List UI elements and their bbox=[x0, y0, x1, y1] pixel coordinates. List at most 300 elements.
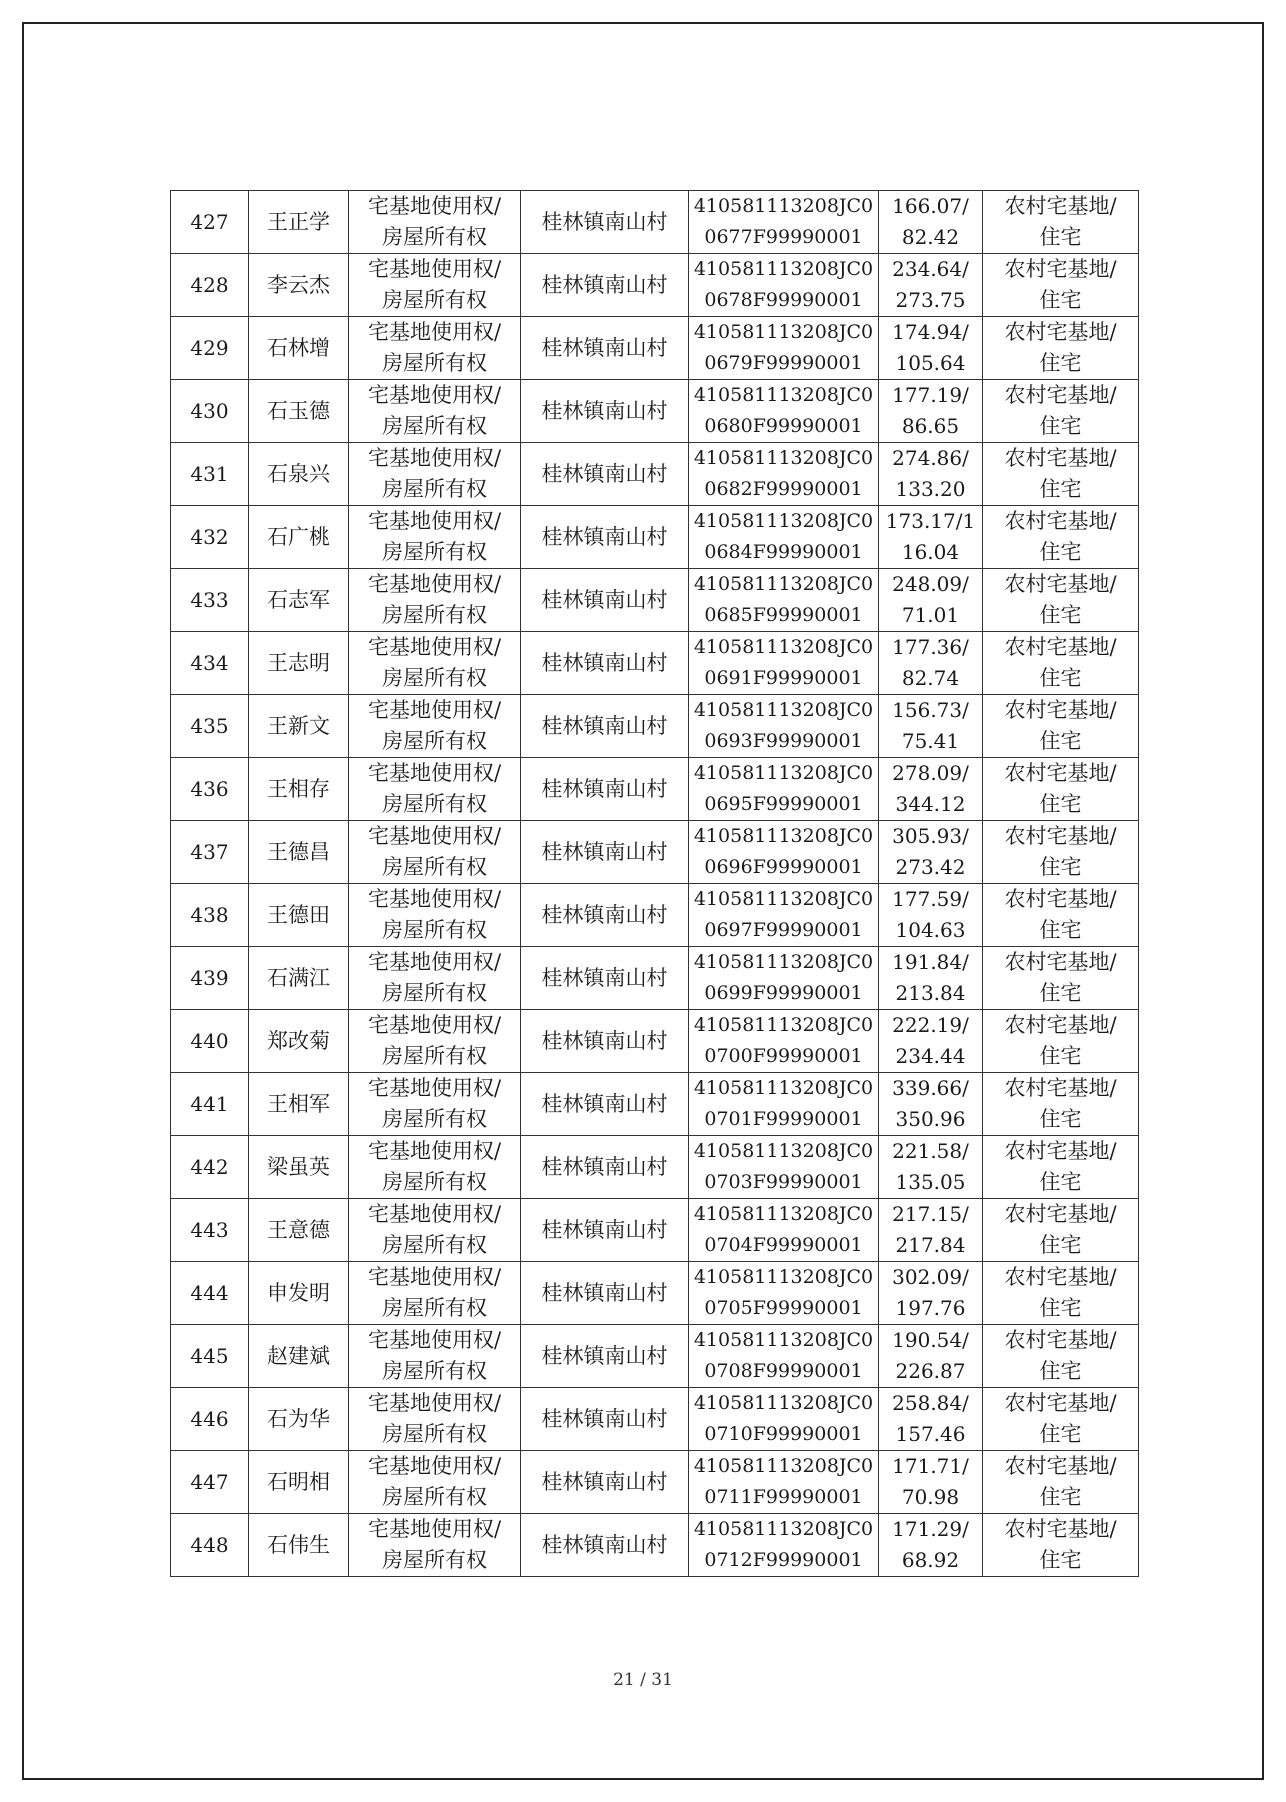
area-cell-line: 166.07/ bbox=[892, 194, 969, 218]
usage-cell-line: 住宅 bbox=[1039, 792, 1082, 816]
usage-cell bbox=[983, 191, 1139, 254]
unit-code-cell-line: 410581113208JC0 bbox=[693, 1077, 874, 1099]
right-type-cell bbox=[349, 191, 521, 254]
unit-code-cell-line: 410581113208JC0 bbox=[693, 384, 874, 406]
unit-code-cell-line: 410581113208JC0 bbox=[693, 1455, 874, 1477]
right-type-cell-line: 宅基地使用权/ bbox=[367, 824, 502, 848]
table-row bbox=[171, 884, 1139, 947]
table-row bbox=[171, 1136, 1139, 1199]
unit-code-cell bbox=[689, 506, 879, 569]
area-cell-line: 174.94/ bbox=[892, 320, 969, 344]
location-cell: 桂林镇南山村 bbox=[521, 1199, 689, 1262]
area-cell-line: 274.86/ bbox=[892, 446, 969, 470]
usage-cell bbox=[983, 1073, 1139, 1136]
right-type-cell-line: 房屋所有权 bbox=[382, 729, 487, 753]
records-body bbox=[171, 191, 1139, 1577]
area-cell-line: 177.59/ bbox=[892, 887, 969, 911]
table-row bbox=[171, 758, 1139, 821]
owner-name-cell: 石广桃 bbox=[249, 506, 349, 569]
owner-name-cell: 王德昌 bbox=[249, 821, 349, 884]
right-type-cell bbox=[349, 443, 521, 506]
area-cell-line: 70.98 bbox=[901, 1485, 960, 1509]
table-row bbox=[171, 1388, 1139, 1451]
area-cell-line: 339.66/ bbox=[892, 1076, 969, 1100]
right-type-cell-line: 宅基地使用权/ bbox=[367, 950, 502, 974]
right-type-cell-line: 宅基地使用权/ bbox=[367, 383, 502, 407]
right-type-cell-line: 房屋所有权 bbox=[382, 1107, 487, 1131]
area-cell bbox=[879, 1136, 983, 1199]
usage-cell-line: 住宅 bbox=[1039, 666, 1082, 690]
location-cell: 桂林镇南山村 bbox=[521, 506, 689, 569]
right-type-cell bbox=[349, 254, 521, 317]
usage-cell bbox=[983, 947, 1139, 1010]
right-type-cell bbox=[349, 1451, 521, 1514]
right-type-cell-line: 房屋所有权 bbox=[382, 225, 487, 249]
area-cell-line: 278.09/ bbox=[892, 761, 969, 785]
unit-code-cell-line: 410581113208JC0 bbox=[693, 258, 874, 280]
right-type-cell-line: 房屋所有权 bbox=[382, 1548, 487, 1572]
right-type-cell-line: 房屋所有权 bbox=[382, 1359, 487, 1383]
unit-code-cell-line: 410581113208JC0 bbox=[693, 888, 874, 910]
right-type-cell-line: 房屋所有权 bbox=[382, 1233, 487, 1257]
row-number-cell: 448 bbox=[171, 1514, 249, 1577]
usage-cell bbox=[983, 569, 1139, 632]
usage-cell bbox=[983, 632, 1139, 695]
right-type-cell-line: 房屋所有权 bbox=[382, 351, 487, 375]
unit-code-cell bbox=[689, 1199, 879, 1262]
area-cell-line: 133.20 bbox=[895, 477, 966, 501]
unit-code-cell bbox=[689, 569, 879, 632]
unit-code-cell bbox=[689, 1073, 879, 1136]
usage-cell-line: 农村宅基地/ bbox=[1004, 1454, 1117, 1478]
unit-code-cell bbox=[689, 695, 879, 758]
right-type-cell-line: 宅基地使用权/ bbox=[367, 698, 502, 722]
table-row bbox=[171, 1262, 1139, 1325]
unit-code-cell-line: 410581113208JC0 bbox=[693, 510, 874, 532]
unit-code-cell-line: 410581113208JC0 bbox=[693, 1266, 874, 1288]
row-number-cell: 431 bbox=[171, 443, 249, 506]
unit-code-cell-line: 0703F99990001 bbox=[704, 1171, 863, 1193]
row-number-cell: 445 bbox=[171, 1325, 249, 1388]
table-row bbox=[171, 191, 1139, 254]
usage-cell bbox=[983, 1388, 1139, 1451]
location-cell: 桂林镇南山村 bbox=[521, 254, 689, 317]
owner-name-cell: 石玉德 bbox=[249, 380, 349, 443]
usage-cell-line: 农村宅基地/ bbox=[1004, 446, 1117, 470]
area-cell-line: 213.84 bbox=[895, 981, 966, 1005]
area-cell-line: 86.65 bbox=[901, 414, 960, 438]
unit-code-cell bbox=[689, 1451, 879, 1514]
location-cell: 桂林镇南山村 bbox=[521, 758, 689, 821]
row-number-cell: 444 bbox=[171, 1262, 249, 1325]
right-type-cell-line: 宅基地使用权/ bbox=[367, 635, 502, 659]
right-type-cell bbox=[349, 1262, 521, 1325]
usage-cell-line: 住宅 bbox=[1039, 1107, 1082, 1131]
location-cell: 桂林镇南山村 bbox=[521, 821, 689, 884]
right-type-cell bbox=[349, 1073, 521, 1136]
row-number-cell: 430 bbox=[171, 380, 249, 443]
usage-cell bbox=[983, 1451, 1139, 1514]
row-number-cell: 438 bbox=[171, 884, 249, 947]
right-type-cell-line: 房屋所有权 bbox=[382, 414, 487, 438]
area-cell-line: 190.54/ bbox=[892, 1328, 969, 1352]
row-number-cell: 439 bbox=[171, 947, 249, 1010]
unit-code-cell-line: 0696F99990001 bbox=[704, 856, 863, 878]
row-number-cell: 429 bbox=[171, 317, 249, 380]
table-row bbox=[171, 254, 1139, 317]
unit-code-cell-line: 0708F99990001 bbox=[704, 1360, 863, 1382]
usage-cell-line: 住宅 bbox=[1039, 729, 1082, 753]
right-type-cell-line: 宅基地使用权/ bbox=[367, 446, 502, 470]
right-type-cell bbox=[349, 1136, 521, 1199]
usage-cell-line: 农村宅基地/ bbox=[1004, 383, 1117, 407]
right-type-cell-line: 房屋所有权 bbox=[382, 792, 487, 816]
usage-cell-line: 住宅 bbox=[1039, 981, 1082, 1005]
right-type-cell-line: 宅基地使用权/ bbox=[367, 761, 502, 785]
area-cell bbox=[879, 1388, 983, 1451]
location-cell: 桂林镇南山村 bbox=[521, 1325, 689, 1388]
area-cell bbox=[879, 947, 983, 1010]
right-type-cell-line: 宅基地使用权/ bbox=[367, 1517, 502, 1541]
area-cell bbox=[879, 317, 983, 380]
unit-code-cell-line: 0711F99990001 bbox=[704, 1486, 863, 1508]
area-cell-line: 16.04 bbox=[901, 540, 960, 564]
row-number-cell: 432 bbox=[171, 506, 249, 569]
usage-cell bbox=[983, 1514, 1139, 1577]
area-cell bbox=[879, 1514, 983, 1577]
right-type-cell bbox=[349, 695, 521, 758]
right-type-cell bbox=[349, 1325, 521, 1388]
unit-code-cell-line: 0705F99990001 bbox=[704, 1297, 863, 1319]
area-cell-line: 104.63 bbox=[895, 918, 966, 942]
location-cell: 桂林镇南山村 bbox=[521, 947, 689, 1010]
right-type-cell-line: 房屋所有权 bbox=[382, 918, 487, 942]
usage-cell-line: 农村宅基地/ bbox=[1004, 950, 1117, 974]
unit-code-cell-line: 410581113208JC0 bbox=[693, 321, 874, 343]
right-type-cell-line: 房屋所有权 bbox=[382, 981, 487, 1005]
area-cell-line: 350.96 bbox=[895, 1107, 966, 1131]
usage-cell bbox=[983, 1136, 1139, 1199]
area-cell-line: 135.05 bbox=[895, 1170, 966, 1194]
unit-code-cell-line: 0704F99990001 bbox=[704, 1234, 863, 1256]
owner-name-cell: 王志明 bbox=[249, 632, 349, 695]
area-cell bbox=[879, 758, 983, 821]
usage-cell bbox=[983, 380, 1139, 443]
area-cell bbox=[879, 1325, 983, 1388]
area-cell bbox=[879, 1262, 983, 1325]
area-cell-line: 248.09/ bbox=[892, 572, 969, 596]
usage-cell-line: 农村宅基地/ bbox=[1004, 1265, 1117, 1289]
unit-code-cell-line: 0695F99990001 bbox=[704, 793, 863, 815]
area-cell bbox=[879, 569, 983, 632]
right-type-cell-line: 宅基地使用权/ bbox=[367, 1391, 502, 1415]
usage-cell-line: 农村宅基地/ bbox=[1004, 1391, 1117, 1415]
usage-cell-line: 农村宅基地/ bbox=[1004, 1202, 1117, 1226]
row-number-cell: 441 bbox=[171, 1073, 249, 1136]
area-cell bbox=[879, 1199, 983, 1262]
usage-cell-line: 住宅 bbox=[1039, 351, 1082, 375]
usage-cell-line: 住宅 bbox=[1039, 414, 1082, 438]
location-cell: 桂林镇南山村 bbox=[521, 443, 689, 506]
right-type-cell-line: 房屋所有权 bbox=[382, 1044, 487, 1068]
unit-code-cell-line: 0685F99990001 bbox=[704, 604, 863, 626]
owner-name-cell: 梁虽英 bbox=[249, 1136, 349, 1199]
right-type-cell bbox=[349, 758, 521, 821]
area-cell bbox=[879, 1451, 983, 1514]
location-cell: 桂林镇南山村 bbox=[521, 1388, 689, 1451]
usage-cell-line: 农村宅基地/ bbox=[1004, 887, 1117, 911]
usage-cell-line: 农村宅基地/ bbox=[1004, 635, 1117, 659]
usage-cell-line: 农村宅基地/ bbox=[1004, 1076, 1117, 1100]
unit-code-cell-line: 0700F99990001 bbox=[704, 1045, 863, 1067]
unit-code-cell bbox=[689, 632, 879, 695]
right-type-cell-line: 宅基地使用权/ bbox=[367, 1265, 502, 1289]
owner-name-cell: 石明相 bbox=[249, 1451, 349, 1514]
unit-code-cell-line: 0678F99990001 bbox=[704, 289, 863, 311]
right-type-cell-line: 宅基地使用权/ bbox=[367, 1202, 502, 1226]
row-number-cell: 446 bbox=[171, 1388, 249, 1451]
area-cell-line: 222.19/ bbox=[892, 1013, 969, 1037]
unit-code-cell-line: 410581113208JC0 bbox=[693, 195, 874, 217]
usage-cell bbox=[983, 506, 1139, 569]
area-cell bbox=[879, 380, 983, 443]
owner-name-cell: 申发明 bbox=[249, 1262, 349, 1325]
area-cell-line: 344.12 bbox=[895, 792, 966, 816]
area-cell bbox=[879, 884, 983, 947]
owner-name-cell: 王新文 bbox=[249, 695, 349, 758]
location-cell: 桂林镇南山村 bbox=[521, 1136, 689, 1199]
area-cell-line: 171.71/ bbox=[892, 1454, 969, 1478]
right-type-cell bbox=[349, 821, 521, 884]
area-cell bbox=[879, 695, 983, 758]
usage-cell bbox=[983, 821, 1139, 884]
table-row bbox=[171, 443, 1139, 506]
location-cell: 桂林镇南山村 bbox=[521, 1010, 689, 1073]
table-row bbox=[171, 632, 1139, 695]
table-row bbox=[171, 1073, 1139, 1136]
usage-cell-line: 住宅 bbox=[1039, 1359, 1082, 1383]
usage-cell-line: 农村宅基地/ bbox=[1004, 1328, 1117, 1352]
area-cell-line: 217.84 bbox=[895, 1233, 966, 1257]
unit-code-cell bbox=[689, 1325, 879, 1388]
unit-code-cell bbox=[689, 758, 879, 821]
area-cell-line: 177.19/ bbox=[892, 383, 969, 407]
owner-name-cell: 王正学 bbox=[249, 191, 349, 254]
usage-cell-line: 住宅 bbox=[1039, 918, 1082, 942]
right-type-cell-line: 房屋所有权 bbox=[382, 666, 487, 690]
location-cell: 桂林镇南山村 bbox=[521, 191, 689, 254]
usage-cell bbox=[983, 884, 1139, 947]
owner-name-cell: 石满江 bbox=[249, 947, 349, 1010]
table-row bbox=[171, 1199, 1139, 1262]
usage-cell bbox=[983, 695, 1139, 758]
right-type-cell bbox=[349, 632, 521, 695]
right-type-cell bbox=[349, 1514, 521, 1577]
owner-name-cell: 石林增 bbox=[249, 317, 349, 380]
unit-code-cell-line: 410581113208JC0 bbox=[693, 951, 874, 973]
unit-code-cell-line: 410581113208JC0 bbox=[693, 1140, 874, 1162]
right-type-cell-line: 宅基地使用权/ bbox=[367, 1328, 502, 1352]
usage-cell-line: 住宅 bbox=[1039, 1296, 1082, 1320]
area-cell-line: 68.92 bbox=[901, 1548, 960, 1572]
row-number-cell: 436 bbox=[171, 758, 249, 821]
usage-cell-line: 农村宅基地/ bbox=[1004, 824, 1117, 848]
usage-cell-line: 住宅 bbox=[1039, 855, 1082, 879]
right-type-cell-line: 房屋所有权 bbox=[382, 477, 487, 501]
area-cell-line: 221.58/ bbox=[892, 1139, 969, 1163]
right-type-cell-line: 宅基地使用权/ bbox=[367, 320, 502, 344]
right-type-cell-line: 房屋所有权 bbox=[382, 855, 487, 879]
right-type-cell bbox=[349, 1199, 521, 1262]
usage-cell-line: 农村宅基地/ bbox=[1004, 257, 1117, 281]
owner-name-cell: 郑改菊 bbox=[249, 1010, 349, 1073]
location-cell: 桂林镇南山村 bbox=[521, 1262, 689, 1325]
row-number-cell: 428 bbox=[171, 254, 249, 317]
location-cell: 桂林镇南山村 bbox=[521, 1451, 689, 1514]
right-type-cell-line: 宅基地使用权/ bbox=[367, 1013, 502, 1037]
right-type-cell-line: 房屋所有权 bbox=[382, 1485, 487, 1509]
unit-code-cell-line: 0691F99990001 bbox=[704, 667, 863, 689]
row-number-cell: 447 bbox=[171, 1451, 249, 1514]
usage-cell bbox=[983, 1010, 1139, 1073]
unit-code-cell-line: 410581113208JC0 bbox=[693, 1014, 874, 1036]
area-cell-line: 75.41 bbox=[901, 729, 960, 753]
unit-code-cell bbox=[689, 1388, 879, 1451]
unit-code-cell-line: 410581113208JC0 bbox=[693, 1518, 874, 1540]
usage-cell-line: 住宅 bbox=[1039, 225, 1082, 249]
area-cell-line: 171.29/ bbox=[892, 1517, 969, 1541]
area-cell-line: 305.93/ bbox=[892, 824, 969, 848]
usage-cell-line: 农村宅基地/ bbox=[1004, 1139, 1117, 1163]
location-cell: 桂林镇南山村 bbox=[521, 569, 689, 632]
usage-cell-line: 住宅 bbox=[1039, 1044, 1082, 1068]
unit-code-cell-line: 410581113208JC0 bbox=[693, 636, 874, 658]
usage-cell-line: 住宅 bbox=[1039, 1170, 1082, 1194]
right-type-cell-line: 宅基地使用权/ bbox=[367, 1139, 502, 1163]
area-cell-line: 226.87 bbox=[895, 1359, 966, 1383]
right-type-cell-line: 宅基地使用权/ bbox=[367, 1076, 502, 1100]
unit-code-cell-line: 0684F99990001 bbox=[704, 541, 863, 563]
area-cell-line: 273.75 bbox=[895, 288, 966, 312]
row-number-cell: 437 bbox=[171, 821, 249, 884]
row-number-cell: 433 bbox=[171, 569, 249, 632]
unit-code-cell bbox=[689, 317, 879, 380]
right-type-cell-line: 宅基地使用权/ bbox=[367, 1454, 502, 1478]
right-type-cell-line: 房屋所有权 bbox=[382, 540, 487, 564]
area-cell bbox=[879, 1073, 983, 1136]
records-table bbox=[170, 190, 1139, 1577]
area-cell-line: 177.36/ bbox=[892, 635, 969, 659]
right-type-cell-line: 宅基地使用权/ bbox=[367, 194, 502, 218]
owner-name-cell: 石为华 bbox=[249, 1388, 349, 1451]
table-row bbox=[171, 695, 1139, 758]
right-type-cell-line: 宅基地使用权/ bbox=[367, 257, 502, 281]
right-type-cell bbox=[349, 380, 521, 443]
right-type-cell-line: 宅基地使用权/ bbox=[367, 887, 502, 911]
area-cell-line: 173.17/1 bbox=[885, 509, 976, 533]
owner-name-cell: 赵建斌 bbox=[249, 1325, 349, 1388]
unit-code-cell-line: 410581113208JC0 bbox=[693, 1392, 874, 1414]
table-row bbox=[171, 380, 1139, 443]
unit-code-cell-line: 0712F99990001 bbox=[704, 1549, 863, 1571]
unit-code-cell bbox=[689, 380, 879, 443]
unit-code-cell-line: 410581113208JC0 bbox=[693, 1203, 874, 1225]
row-number-cell: 434 bbox=[171, 632, 249, 695]
owner-name-cell: 石伟生 bbox=[249, 1514, 349, 1577]
unit-code-cell-line: 410581113208JC0 bbox=[693, 699, 874, 721]
area-cell-line: 273.42 bbox=[895, 855, 966, 879]
right-type-cell bbox=[349, 506, 521, 569]
unit-code-cell bbox=[689, 1514, 879, 1577]
area-cell-line: 71.01 bbox=[901, 603, 960, 627]
right-type-cell bbox=[349, 317, 521, 380]
right-type-cell-line: 房屋所有权 bbox=[382, 288, 487, 312]
location-cell: 桂林镇南山村 bbox=[521, 632, 689, 695]
area-cell bbox=[879, 632, 983, 695]
owner-name-cell: 石志军 bbox=[249, 569, 349, 632]
unit-code-cell bbox=[689, 254, 879, 317]
unit-code-cell-line: 0677F99990001 bbox=[704, 226, 863, 248]
usage-cell-line: 农村宅基地/ bbox=[1004, 572, 1117, 596]
usage-cell-line: 农村宅基地/ bbox=[1004, 194, 1117, 218]
usage-cell bbox=[983, 317, 1139, 380]
owner-name-cell: 石泉兴 bbox=[249, 443, 349, 506]
usage-cell bbox=[983, 254, 1139, 317]
area-cell bbox=[879, 821, 983, 884]
usage-cell-line: 农村宅基地/ bbox=[1004, 1517, 1117, 1541]
usage-cell bbox=[983, 443, 1139, 506]
area-cell-line: 156.73/ bbox=[892, 698, 969, 722]
unit-code-cell-line: 0701F99990001 bbox=[704, 1108, 863, 1130]
location-cell: 桂林镇南山村 bbox=[521, 317, 689, 380]
area-cell-line: 197.76 bbox=[895, 1296, 966, 1320]
table-row bbox=[171, 1451, 1139, 1514]
table-row bbox=[171, 821, 1139, 884]
row-number-cell: 427 bbox=[171, 191, 249, 254]
table-row bbox=[171, 506, 1139, 569]
usage-cell-line: 住宅 bbox=[1039, 1548, 1082, 1572]
right-type-cell bbox=[349, 569, 521, 632]
owner-name-cell: 李云杰 bbox=[249, 254, 349, 317]
area-cell-line: 234.64/ bbox=[892, 257, 969, 281]
location-cell: 桂林镇南山村 bbox=[521, 1514, 689, 1577]
right-type-cell bbox=[349, 884, 521, 947]
area-cell-line: 258.84/ bbox=[892, 1391, 969, 1415]
area-cell-line: 82.74 bbox=[901, 666, 960, 690]
area-cell-line: 302.09/ bbox=[892, 1265, 969, 1289]
right-type-cell-line: 宅基地使用权/ bbox=[367, 509, 502, 533]
unit-code-cell-line: 0680F99990001 bbox=[704, 415, 863, 437]
area-cell-line: 105.64 bbox=[895, 351, 966, 375]
right-type-cell-line: 房屋所有权 bbox=[382, 603, 487, 627]
usage-cell-line: 住宅 bbox=[1039, 1233, 1082, 1257]
owner-name-cell: 王德田 bbox=[249, 884, 349, 947]
unit-code-cell-line: 410581113208JC0 bbox=[693, 573, 874, 595]
unit-code-cell-line: 410581113208JC0 bbox=[693, 447, 874, 469]
usage-cell-line: 住宅 bbox=[1039, 1485, 1082, 1509]
usage-cell-line: 农村宅基地/ bbox=[1004, 698, 1117, 722]
unit-code-cell bbox=[689, 1010, 879, 1073]
location-cell: 桂林镇南山村 bbox=[521, 695, 689, 758]
row-number-cell: 442 bbox=[171, 1136, 249, 1199]
area-cell-line: 82.42 bbox=[901, 225, 960, 249]
unit-code-cell bbox=[689, 1262, 879, 1325]
right-type-cell bbox=[349, 1388, 521, 1451]
usage-cell-line: 住宅 bbox=[1039, 1422, 1082, 1446]
unit-code-cell bbox=[689, 821, 879, 884]
unit-code-cell-line: 410581113208JC0 bbox=[693, 762, 874, 784]
area-cell-line: 234.44 bbox=[895, 1044, 966, 1068]
